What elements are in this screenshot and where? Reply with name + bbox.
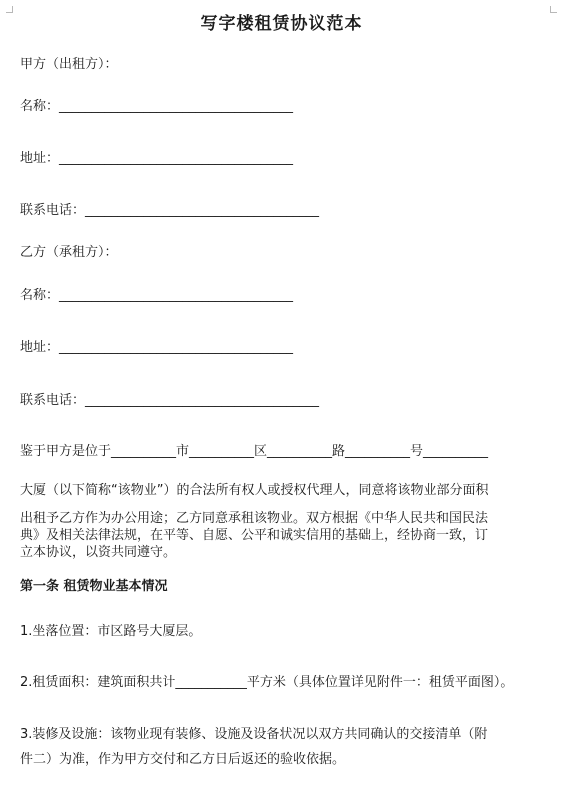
preamble-line: 立本协议，以资共同遵守。 bbox=[20, 545, 177, 560]
party-b-heading: 乙方（承租方）： bbox=[20, 245, 118, 260]
party-a-address-field: 地址：____________________________________ bbox=[20, 151, 294, 166]
article-1-item: 2.租赁面积：建筑面积共计___________平方米（具体位置详见附件一：租赁平面图）。 bbox=[20, 675, 514, 690]
article-1-item: 1.坐落位置：市区路号大厦层。 bbox=[20, 624, 202, 639]
party-b-address-field: 地址：____________________________________ bbox=[20, 340, 294, 355]
party-a-name-field: 名称：____________________________________ bbox=[20, 99, 294, 114]
article-1-heading: 第一条 租赁物业基本情况 bbox=[20, 579, 168, 594]
document-title: 写字楼租赁协议范本 bbox=[200, 14, 363, 34]
preamble-line: 出租予乙方作为办公用途；乙方同意承租该物业。双方根据《中华人民共和国民法 bbox=[20, 511, 489, 526]
article-1-item: 3.装修及设施：该物业现有装修、设施及设备状况以双方共同确认的交接清单（附 bbox=[20, 727, 488, 742]
party-b-name-field: 名称：____________________________________ bbox=[20, 288, 294, 303]
preamble-line: 典》及相关法律法规，在平等、自愿、公平和诚实信用的基础上，经协商一致，订 bbox=[20, 528, 489, 543]
article-1-item: 件二）为准，作为甲方交付和乙方日后返还的验收依据。 bbox=[20, 752, 346, 767]
preamble-line: 鉴于甲方是位于__________市__________区__________路__________号__________ bbox=[20, 444, 489, 459]
party-a-phone-field: 联系电话：____________________________________ bbox=[20, 203, 320, 218]
party-b-phone-field: 联系电话：____________________________________ bbox=[20, 393, 320, 408]
preamble-line: 大厦（以下简称“该物业”）的合法所有权人或授权代理人，同意将该物业部分面积 bbox=[20, 483, 489, 498]
party-a-heading: 甲方（出租方）： bbox=[20, 57, 118, 72]
